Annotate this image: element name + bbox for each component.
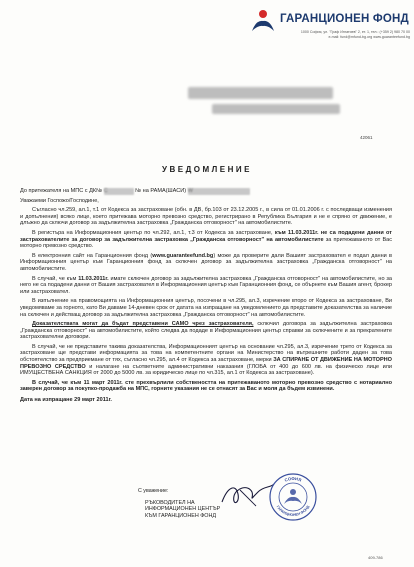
stamp-text-top: СОФИЯ [283,475,303,483]
redacted-address-block [188,87,333,99]
paragraph-6: Доказателствата могат да бъдат представени САМО чрез застрахователя, сключил договора за задължителна застраховка „Гражданска отговорност" на автомобилистите, който следва да подаде в Информационния център справки за сключените и за прекратените застрахователни договори. [20,321,392,341]
redacted-vin: W [188,188,250,195]
paragraph-2: В регистъра на Информационния център по чл.292, ал.1, т.3 от Кодекса за застраховане, към 11.03.2011г. не са подадени данни от застрахователите за договор за задължителна застраховка „Гражданска отговорност" на автомобилистите за притежаваното от Вас моторно превозно средство. [20,229,393,250]
letter-body [20,188,392,407]
paragraph-8: В случай, че към 11 март 2011г. сте прехвърлили собствеността на притежаваното моторно превозно средство с нотариално заверен договор за покупко-продажба на МПС, горните указания не се отнасят за Вас и моля да бъдем извинени. [20,379,392,393]
paragraph-5: В изпълнение на правомощията на Информационния център, посочени в чл.295, ал.3, изречение второ от Кодекса за застраховане, Ви уведомяваме за горното, като Ви даваме 14-дневен срок от датата на изпращане на уведомлението да представите доказателства за наличие на сключен и действащ договор за задължителна застраховка „Гражданска отговорност" на автомобилистите. [20,298,392,318]
redacted-address-block [212,104,340,114]
paragraph-1: Съгласно чл.259, ал.1, т.1 от Кодекса за застраховане (обн. в ДВ, бр.103 от 23.12.2005 г., в сила от 01.01.2006 г. с последващи изменения и допълнения) всяко лице, което притежава моторно превозно средство, регистрирано в Република България и не е спряно от движение, е длъжно да сключи договор за задължителна застраховка „Гражданска отговорност" на автомобилистите. [20,207,392,227]
closing-salutation: С уважение: [138,488,169,494]
signature-block: РЪКОВОДИТЕЛ НА ИНФОРМАЦИОНЕН ЦЕНТЪР КЪМ ГАРАНЦИОНЕН ФОНД [145,500,221,519]
redacted-plate: С [104,188,134,195]
reference-number: 42061 [360,135,373,140]
org-address: 1000 София, ул. "Граф Игнатиев" 2, ет. 1, тел.: (+359 2) 980 70 00 e-mail: fund@mfund-bg.org www.guaranteefund.bg [300,30,410,39]
org-name: ГАРАНЦИОНЕН ФОНД [280,13,409,25]
recipient-line: До притежателя на МПС с ДК№ С № на РАМА(ШАСИ) W [20,188,392,195]
paragraph-3: В електронния сайт на Гаранционния фонд (www.guaranteefund.bg) може да проверите дали Вашият застраховател е подал данни в Информационния център към Гаранционния фонд за сключен договор за задължителна застраховка „Гражданска отговорност" на автомобилистите. [20,252,392,272]
stamp-text-bottom: ГАРАНЦИОНЕН ФОНД [275,504,311,518]
paragraph-4: В случай, че към 11.03.2011г. имате сключен договор за задължителна застраховка „Гражданска отговорност" на автомобилистите, но за него не са подадени данни от Вашия застраховател в Информационния център към Гаранционния фонд, се обърнете към Вашия агент, брокер или застраховател. [20,275,393,295]
website-link[interactable]: www.guaranteefund.bg [152,252,214,259]
guarantee-fund-logo-icon [250,9,276,33]
footer-code: 409-786 [368,555,383,560]
paragraph-7: В случай, че не представите такива доказателства, Информационният център на основание чл.295, ал.3, изречение трето от Кодекса за застраховане ще представи информацията за това на компетентните органи на Министерство на вътрешните работи даден за това обстоятелство за предприемане от тях, съгласно чл.295, ал.4 от Кодекса за застраховане, мерки ЗА СПИРАНЕ ОТ ДВИЖЕНИЕ НА МОТОРНО ПРЕВОЗНО СРЕДСТВО и налагане на съответните административни наказания (ГЛОБА от 400 до 600 лв. на физическо лице или ИМУЩЕСТВЕНА САНКЦИЯ от 2000 до 5000 лв. за юридическо лице по чл.315, ал.1 от Кодекса за застраховане). [20,343,392,377]
send-date: Дата на изпращане 29 март 2011г. [20,397,112,404]
official-stamp [268,472,318,522]
svg-text:СОФИЯ [284,476,302,483]
document-title: УВЕДОМЛЕНИЕ [162,165,252,174]
greeting: Уважаеми Госпожо/Господине, [20,197,99,204]
